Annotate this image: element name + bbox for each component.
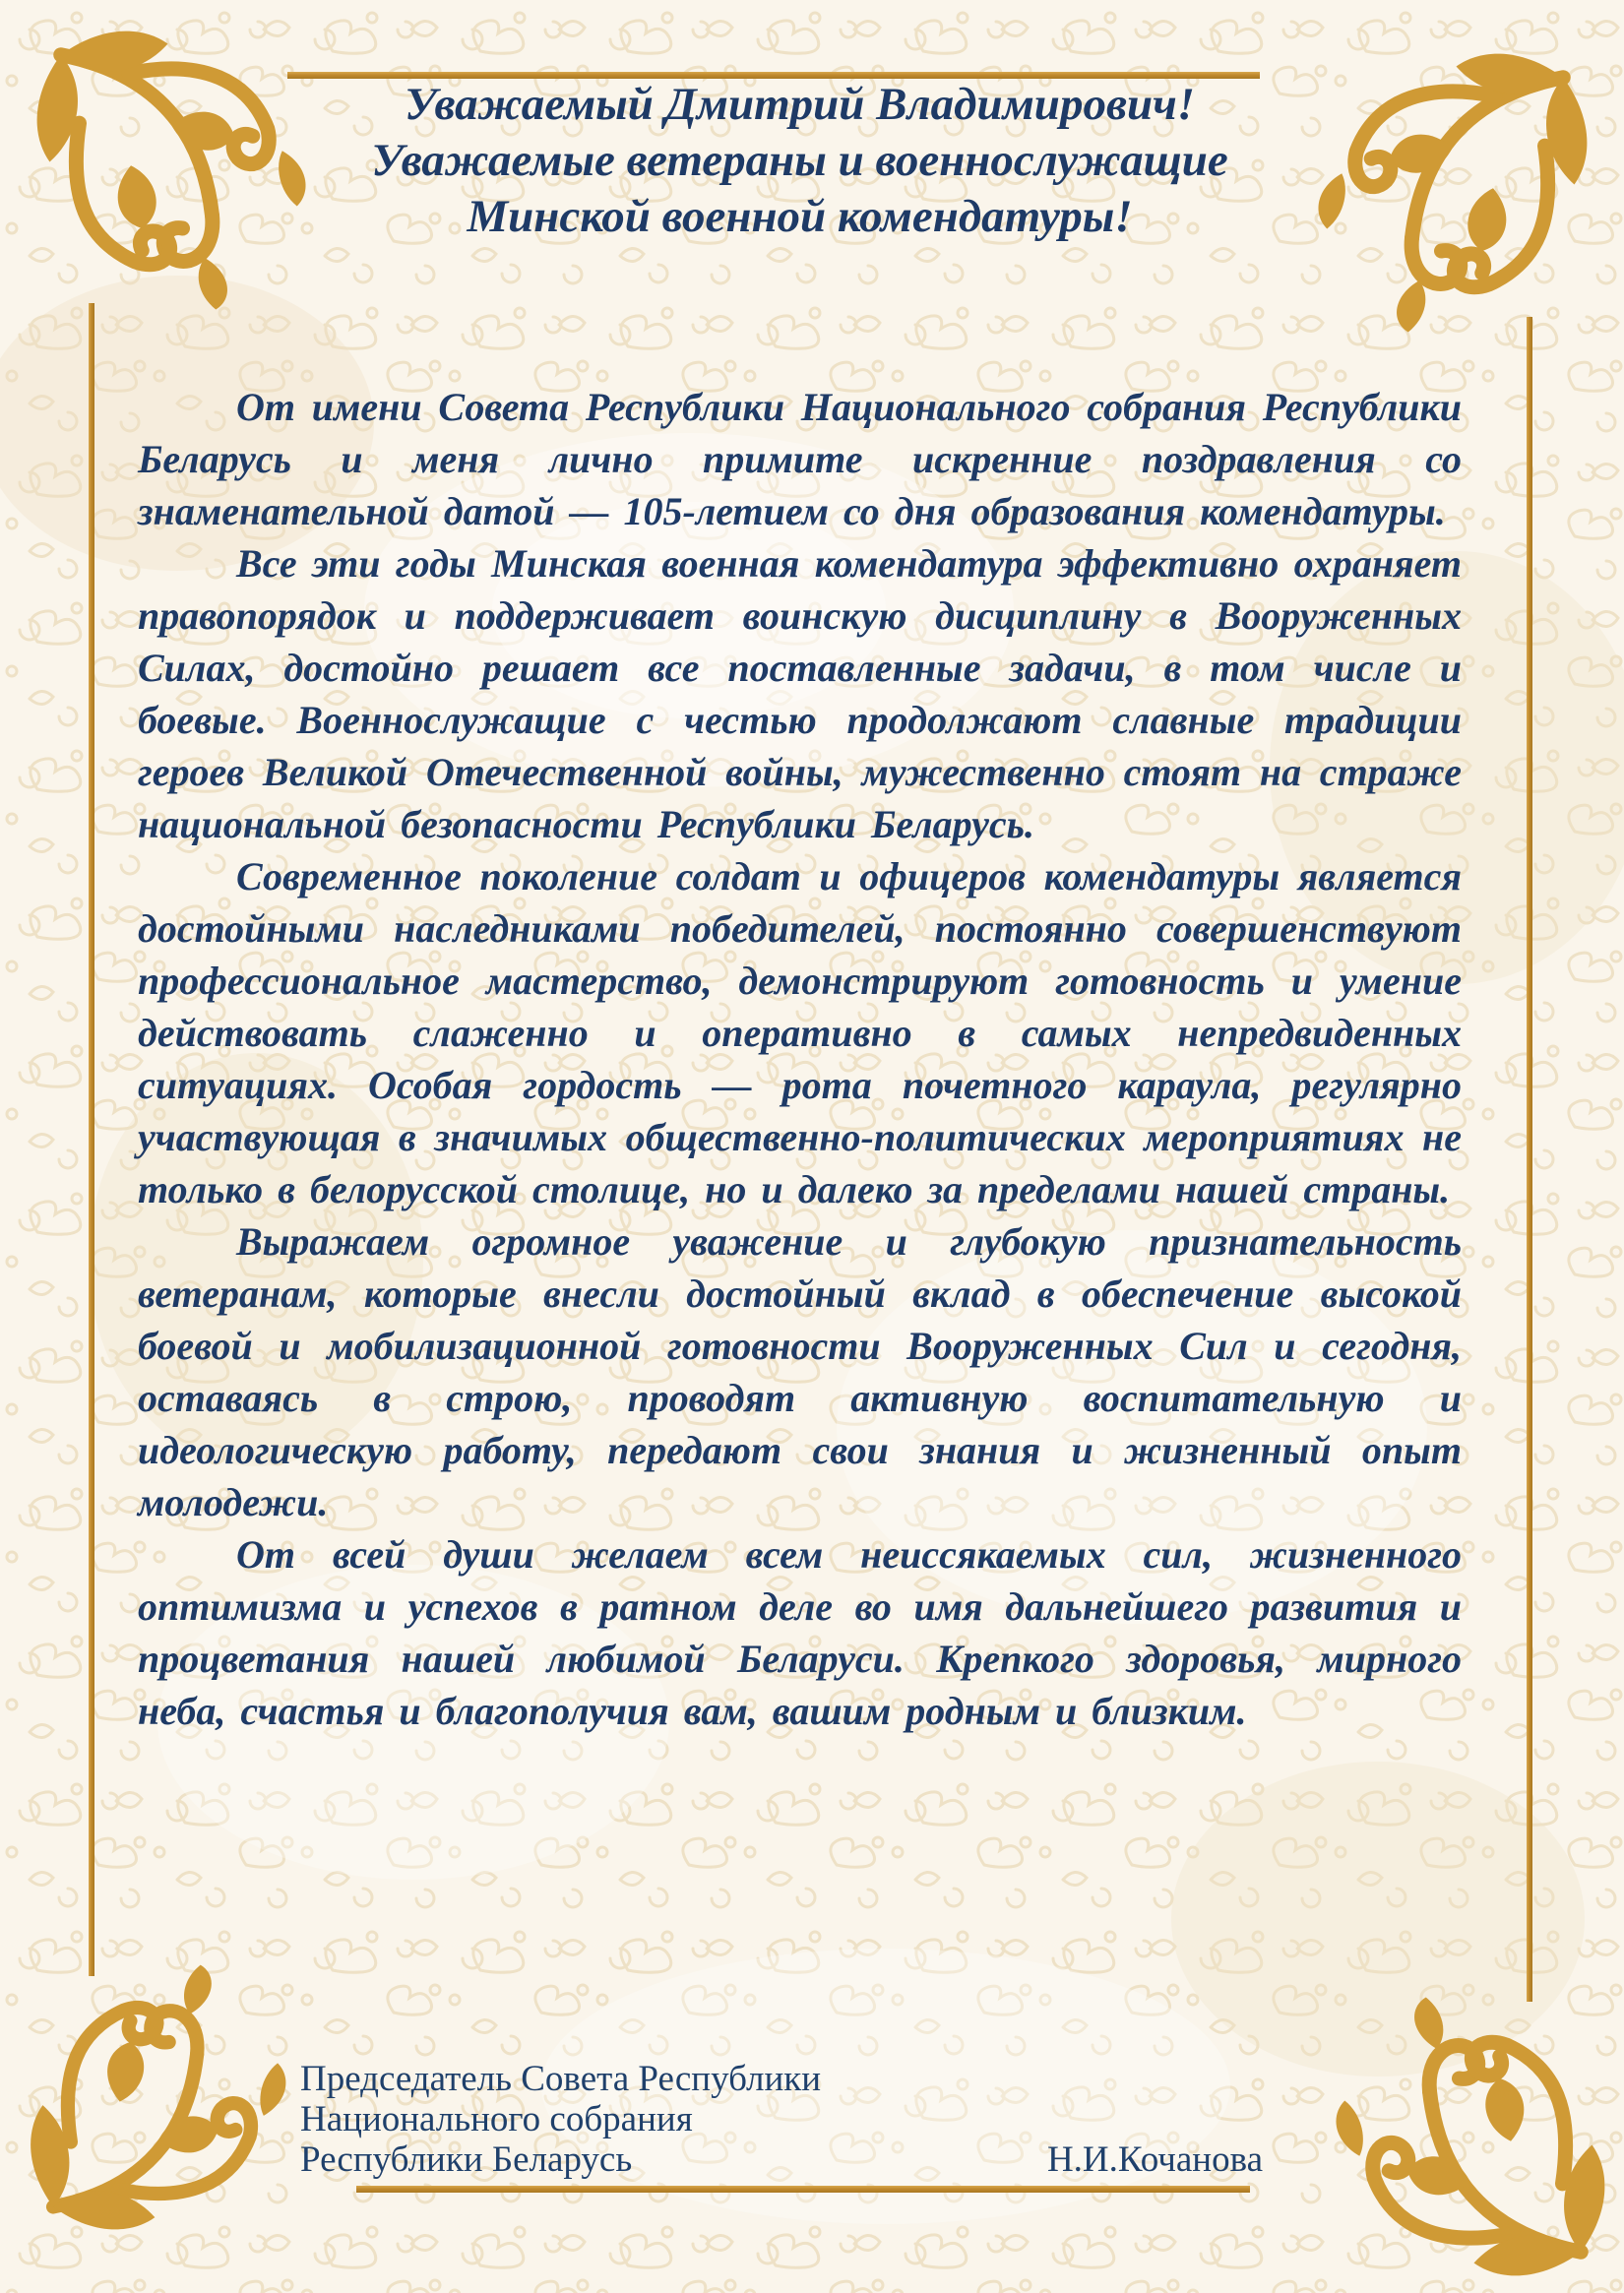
signer-title-line: Республики Беларусь <box>300 2139 633 2180</box>
paragraph: Все эти годы Минская военная комендатура эффективно охраняет правопорядок и поддерживает воинскую дисциплину в Вооруженных Силах, достойно решает все поставленные задачи, в том числе и боевые. Военнослужащие с честью продолжают славные традиции героев Великой Отечественной войны, мужественно стоят на страже национальной безопасности Республики Беларусь. <box>138 541 1462 846</box>
right-gold-border <box>1527 317 1532 2002</box>
paragraph: Выражаем огромное уважение и глубокую признательность ветеранам, которые внесли достойный вклад в обеспечение высокой боевой и мобилизационной готовности Вооруженных Сил и сегодня, оставаясь в строю, проводят активную воспитательную и идеологическую работу, передают свои знания и жизненный опыт молодежи. <box>138 1219 1462 1524</box>
signer-title-line: Председатель Совета Республики <box>300 2059 822 2099</box>
salutation <box>138 77 1462 245</box>
salutation-line: Уважаемые ветераны и военнослужащие <box>371 135 1228 186</box>
left-gold-border <box>89 303 94 1976</box>
salutation-line: Минской военной комендатуры! <box>467 191 1133 242</box>
letter-body <box>138 381 1462 1737</box>
letter-content <box>138 77 1462 1737</box>
salutation-line: Уважаемый Дмитрий Владимирович! <box>404 79 1196 130</box>
signer-name: Н.И.Кочанова <box>1046 2139 1263 2180</box>
paragraph: От всей души желаем всем неиссякаемых сил, жизненного оптимизма и успехов в ратном деле во имя дальнейшего развития и процветания нашей любимой Беларуси. Крепкого здоровья, мирного неба, счастья и благополучия вам, вашим родным и близким. <box>138 1532 1462 1733</box>
paragraph: Современное поколение солдат и офицеров комендатуры является достойными наследниками победителей, постоянно совершенствуют профессиональное мастерство, демонстрируют готовность и умение действовать слаженно и оперативно в самых непредвиденных ситуациях. Особая гордость — рота почетного караула, регулярно участвующая в значимых общественно-политических мероприятиях не только в белорусской столице, но и далеко за пределами нашей страны. <box>138 854 1462 1211</box>
paragraph: От имени Совета Республики Национального собрания Республики Беларусь и меня лично примите искренние поздравления со знаменательной датой — 105-летием со дня образования комендатуры. <box>138 385 1462 533</box>
signature-block <box>300 2059 1263 2181</box>
corner-flourish-icon <box>22 1951 302 2246</box>
bottom-gold-divider <box>356 2186 1250 2193</box>
signer-title-line: Национального собрания <box>300 2099 693 2139</box>
corner-flourish-icon <box>1319 1990 1614 2285</box>
